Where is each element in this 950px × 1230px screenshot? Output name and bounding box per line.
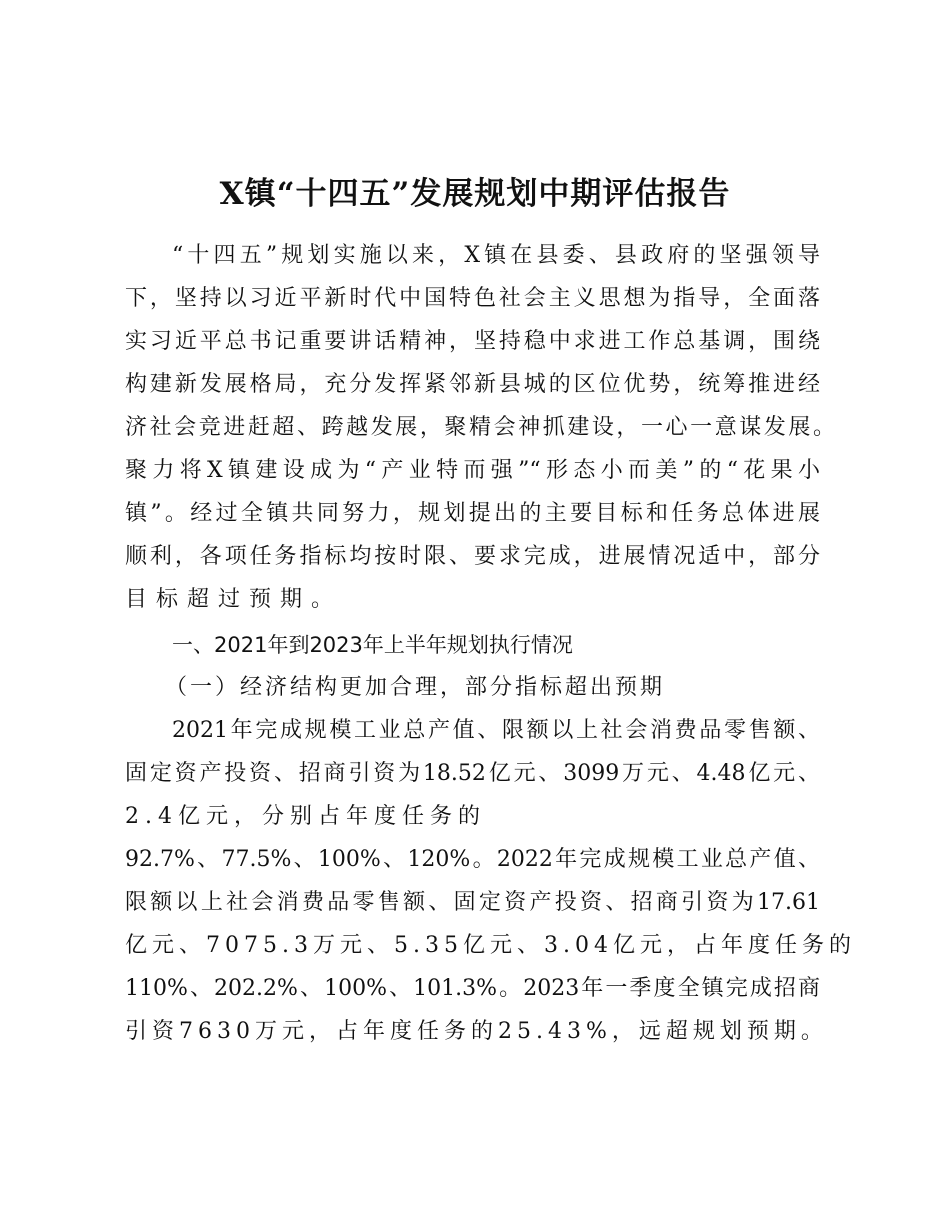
text-line: 目标超过预期。 xyxy=(125,587,343,612)
text-line: 聚力将X镇建设成为“产业特而强”“形态小而美”的“花果小 xyxy=(125,458,820,483)
text-line: 固定资产投资、招商引资为18.52亿元、3099万元、4.48亿元、 xyxy=(125,761,820,786)
text-line: 下，坚持以习近平新时代中国特色社会主义思想为指导，全面落 xyxy=(125,286,820,311)
subsection-heading: （一）经济结构更加合理，部分指标超出预期 xyxy=(165,675,666,700)
text-line: 镇”。经过全镇共同努力，规划提出的主要目标和任务总体进展 xyxy=(125,501,820,526)
text-line: 92.7%、77.5%、100%、120%。2022年完成规模工业总产值、 xyxy=(125,847,820,872)
section-heading: 一、2021年到2023年上半年规划执行情况 xyxy=(172,633,573,657)
text-line: 济社会竞进赶超、跨越发展，聚精会神抓建设，一心一意谋发展。 xyxy=(125,415,835,440)
text-line: “十四五”规划实施以来，X镇在县委、县政府的坚强领导 xyxy=(172,243,820,268)
text-line: 实习近平总书记重要讲话精神，坚持稳中求进工作总基调，围绕 xyxy=(125,329,820,354)
text-line: 顺利，各项任务指标均按时限、要求完成，进展情况适中，部分 xyxy=(125,544,820,569)
text-line: 构建新发展格局，充分发挥紧邻新县城的区位优势，统筹推进经 xyxy=(125,372,820,397)
text-line: 2.4亿元，分别占年度任务的 xyxy=(125,804,486,829)
text-line: 2021年完成规模工业总产值、限额以上社会消费品零售额、 xyxy=(172,718,820,743)
text-line: 亿元、7075.3万元、5.35亿元、3.04亿元，占年度任务的 xyxy=(125,933,856,958)
document-title: X镇“十四五”发展规划中期评估报告 xyxy=(219,176,731,212)
text-line: 引资7630万元，占年度任务的25.43%，远超规划预期。 xyxy=(125,1019,828,1044)
text-line: 110%、202.2%、100%、101.3%。2023年一季度全镇完成招商 xyxy=(125,976,820,1001)
text-line: 限额以上社会消费品零售额、固定资产投资、招商引资为17.61 xyxy=(125,890,820,915)
